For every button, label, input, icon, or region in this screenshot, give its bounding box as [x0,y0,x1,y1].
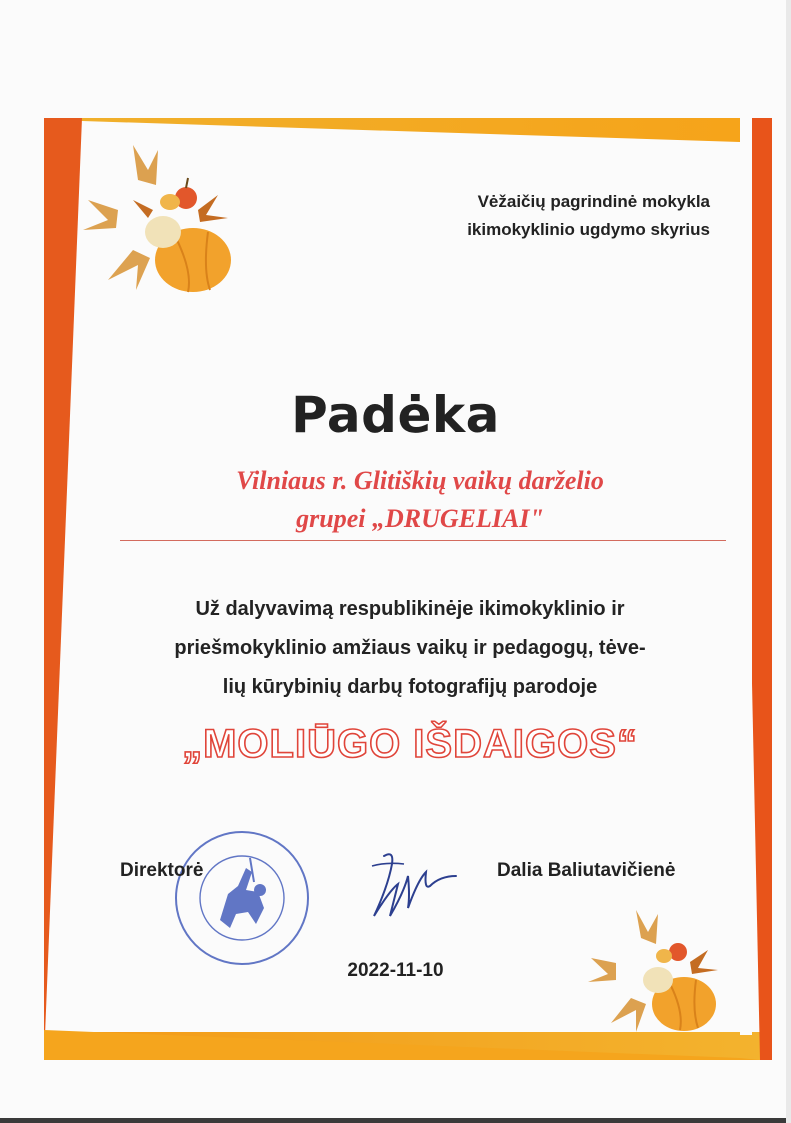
award-reason [130,590,690,707]
pumpkin-illustration-top [78,140,238,300]
signature [364,846,460,931]
school-department: ikimokyklinio ugdymo skyrius [467,220,710,239]
divider [120,540,726,541]
issue-date: 2022-11-10 [347,960,444,981]
signatory-role: Direktorė [120,860,204,881]
recipient [110,462,730,538]
school-header [380,188,710,244]
reason-line-3: lių kūrybinių darbų fotografijų parodoje [222,676,598,698]
signatory-name: Dalia Baliutavičienė [497,860,676,881]
recipient-line-1: Vilniaus r. Glitiškių vaikų darželio [236,466,604,495]
certificate-title: Padėka [291,386,500,444]
school-name: Vėžaičių pagrindinė mokykla [477,192,710,211]
reason-line-1: Už dalyvavimą respublikinėje ikimokyklinio ir [195,598,625,620]
recipient-line-2: grupei „DRUGELIAI" [296,504,544,533]
official-stamp [172,828,312,973]
reason-line-2: priešmokyklinio amžiaus vaikų ir pedagogų, tėve- [174,637,646,659]
exhibition-name: „MOLIŪGO IŠDAIGOS“ [182,722,638,766]
